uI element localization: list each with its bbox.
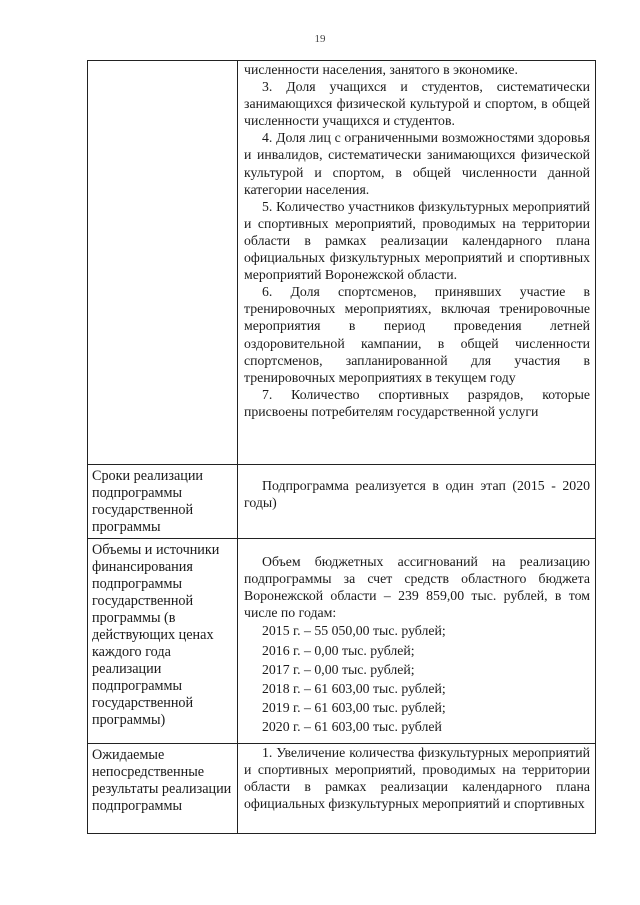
table-row-indicators	[88, 61, 596, 465]
indicator-item-5: 5. Количество участников физкультурных мероприятий и спортивных мероприятий, проводимых на территории области в рамках реализации календарного плана официальных физкультурных мероприятий и спортивных мероприятий Воронежской области.	[244, 198, 590, 283]
table-row-results	[88, 744, 596, 834]
funding-year-2018: 2018 г. – 61 603,00 тыс. рублей;	[262, 680, 446, 696]
row-label-terms: Сроки реализации подпрограммы государственной программы	[88, 465, 238, 539]
funding-cell	[238, 539, 596, 744]
page-number: 19	[314, 33, 326, 45]
table-row-terms	[88, 465, 596, 539]
row-label-results: Ожидаемые непосредственные результаты реализации подпрограммы	[88, 744, 238, 834]
indicators-cell	[238, 61, 596, 465]
results-text: 1. Увеличение количества физкультурных мероприятий и спортивных мероприятий, проводимых на территории области в рамках реализации календарного плана официальных физкультурных мероприятий и спортивных	[244, 745, 590, 812]
funding-years-list	[244, 621, 590, 736]
funding-year-2017: 2017 г. – 0,00 тыс. рублей;	[262, 661, 415, 677]
funding-year-2016: 2016 г. – 0,00 тыс. рублей;	[262, 642, 415, 658]
terms-text: Подпрограмма реализуется в один этап (2015 - 2020 годы)	[244, 478, 590, 511]
row-label-funding: Объемы и источники финансирования подпрограммы государственной программы (в действующих ценах каждого года реализации подпрограммы государственной программы)	[88, 539, 238, 744]
results-cell	[238, 744, 596, 834]
terms-cell	[238, 465, 596, 539]
indicator-item-7: 7. Количество спортивных разрядов, которые присвоены потребителям государственной услуги	[244, 386, 590, 419]
funding-year-2015: 2015 г. – 55 050,00 тыс. рублей;	[262, 623, 446, 639]
indicator-continuation: численности населения, занятого в экономике.	[244, 62, 518, 77]
indicator-item-3: 3. Доля учащихся и студентов, систематически занимающихся физической культурой и спортом, в общей численности учащихся и студентов.	[244, 79, 590, 129]
table-row-funding	[88, 539, 596, 744]
passport-table	[87, 60, 596, 834]
funding-year-2019: 2019 г. – 61 603,00 тыс. рублей;	[262, 700, 446, 716]
indicator-item-6: 6. Доля спортсменов, принявших участие в тренировочных мероприятиях, включая тренировочные мероприятия в период проведения летней оздоровительной кампании, в общей численности спортсменов, запланированной для участия в тренировочных мероприятиях в текущем году	[244, 284, 590, 385]
row-label-empty	[88, 61, 238, 465]
funding-text: Объем бюджетных ассигнований на реализацию подпрограммы за счет средств областного бюджета Воронежской области – 239 859,00 тыс. рублей, в том числе по годам:	[244, 554, 590, 621]
indicator-item-4: 4. Доля лиц с ограниченными возможностями здоровья и инвалидов, систематически занимающихся физической культурой и спортом, в общей численности данной категории населения.	[244, 130, 590, 197]
funding-year-2020: 2020 г. – 61 603,00 тыс. рублей	[262, 719, 442, 735]
